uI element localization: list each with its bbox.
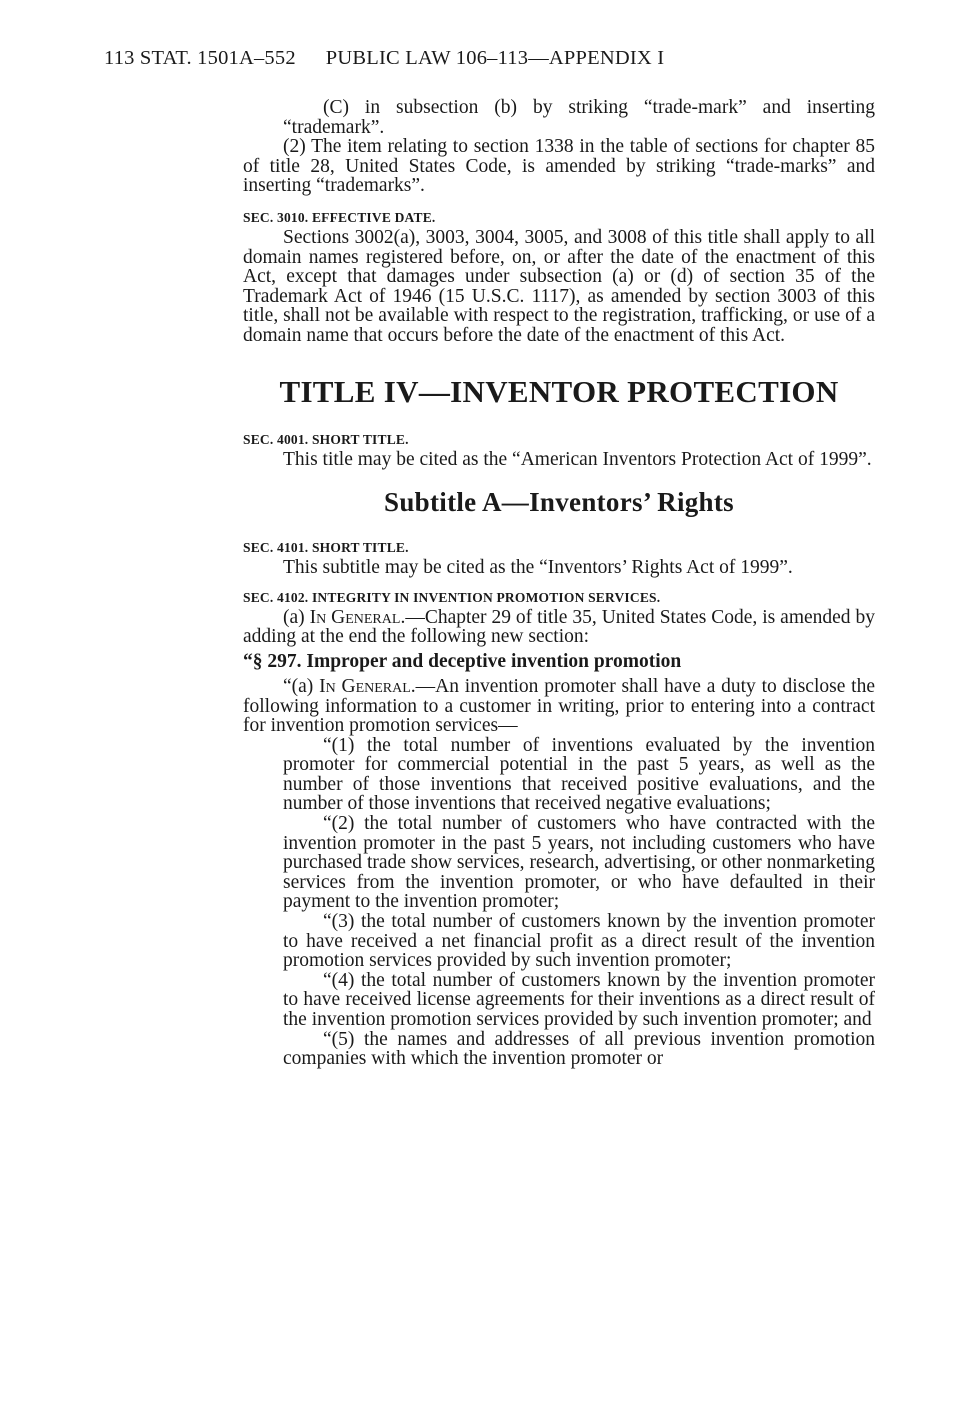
section-297-subsection-a	[243, 677, 875, 736]
list-item: “(1) the total number of inventions evaluated by the invention promoter for commercial potential in the past 5 years, as well as the number of those inventions that received positive evaluations, and the number of those inventions that received negative evaluations;	[283, 734, 875, 815]
list-item: “(4) the total number of customers known by the invention promoter to have received license agreements for their inventions as a direct result of the invention promotion services provided by such invention promoter; and	[283, 969, 875, 1030]
body-text	[243, 98, 875, 1069]
paragraph-2: (2) The item relating to section 1338 in the table of sections for chapter 85 of title 28, United States Code, is amended by striking “trade-marks” and inserting “trademarks”.	[243, 136, 875, 197]
subsection-text: .—Chapter 29 of title 35, United States Code, is amended by adding at the end the following new section:	[243, 606, 875, 648]
section-4001-heading: SEC. 4001. SHORT TITLE.	[243, 431, 409, 447]
subsection-caption: In General	[309, 606, 401, 628]
subsection-label: “(a)	[283, 675, 320, 697]
section-297-heading: “§ 297. Improper and deceptive invention promotion	[243, 650, 682, 672]
law-title: PUBLIC LAW 106–113—APPENDIX I	[325, 47, 665, 69]
list-item: “(3) the total number of customers known by the invention promoter to have received a net financial profit as a direct result of the invention promotion services provided by such invention promoter;	[283, 911, 875, 972]
subtitle-a-heading: Subtitle A—Inventors’ Rights	[384, 487, 734, 518]
title-iv-heading: TITLE IV—INVENTOR PROTECTION	[279, 373, 839, 409]
section-4102-heading: SEC. 4102. INTEGRITY IN INVENTION PROMOTION SERVICES.	[243, 589, 661, 605]
page-reference: 113 STAT. 1501A–552	[104, 47, 296, 69]
subsection-text: .—An invention promoter shall have a duty to disclose the following information to a customer in writing, prior to entering into a contract for invention promotion services—	[243, 675, 875, 737]
subsection-label: (a)	[283, 606, 310, 628]
section-4101-heading: SEC. 4101. SHORT TITLE.	[243, 540, 409, 556]
section-4001-text: This title may be cited as the “American Inventors Protection Act of 1999”.	[283, 448, 872, 470]
list-item: “(5) the names and addresses of all previous invention promotion companies with which the invention promoter or	[283, 1028, 875, 1070]
list-item: “(2) the total number of customers who have contracted with the invention promoter in the past 5 years, not including customers who have purchased trade show services, research, advertising, or other nonmarketing services from the invention promoter, or who have defaulted in their payment to the invention promoter;	[283, 813, 875, 913]
running-head	[104, 47, 664, 70]
section-3010-heading: SEC. 3010. EFFECTIVE DATE.	[243, 209, 436, 225]
section-3010-text: Sections 3002(a), 3003, 3004, 3005, and 3008 of this title shall apply to all domain names registered before, on, or after the date of the enactment of this Act, except that damages under subsection (a) or (d) of section 35 of the Trademark Act of 1946 (15 U.S.C. 1117), as amended by section 3003 of this title, shall not be available with respect to the registration, trafficking, or use of a domain name that occurs before the date of the enactment of this Act.	[243, 226, 875, 346]
subsection-caption: In General	[319, 675, 411, 697]
section-4102-subsection-a	[243, 608, 875, 647]
section-4101-text: This subtitle may be cited as the “Inventors’ Rights Act of 1999”.	[283, 557, 793, 579]
paragraph-c: (C) in subsection (b) by striking “trade-mark” and inserting “trademark”.	[283, 97, 875, 138]
